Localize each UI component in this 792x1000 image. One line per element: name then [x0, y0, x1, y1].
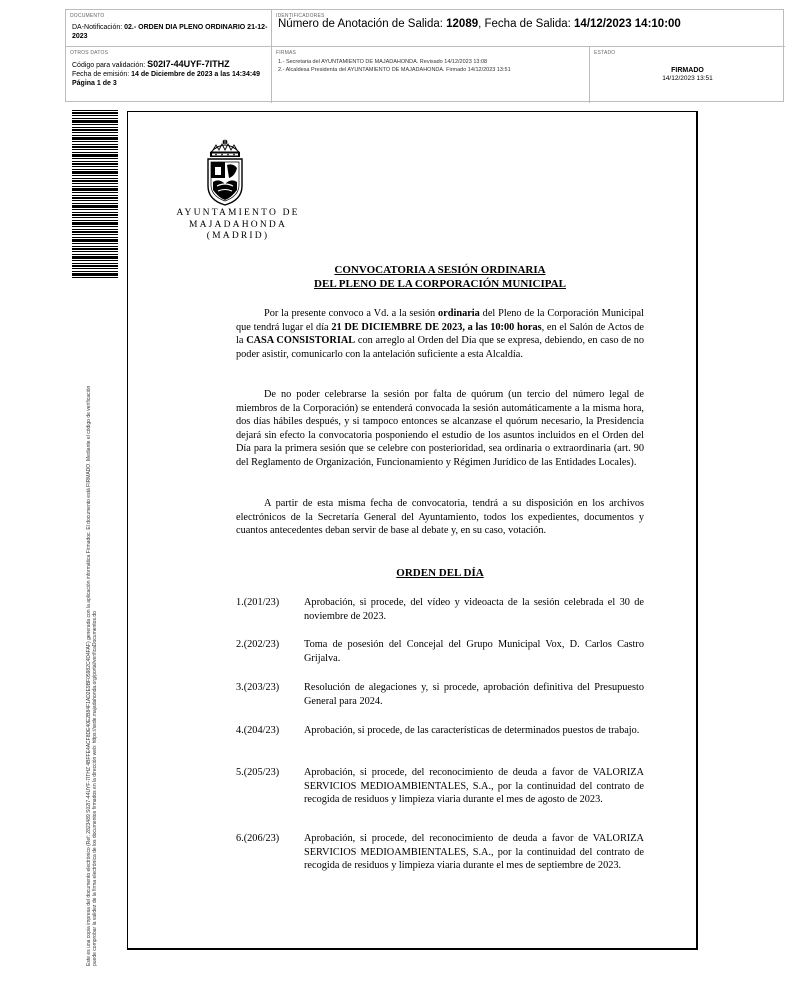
agenda-item: [236, 681, 644, 708]
other-data-cell: [66, 47, 272, 103]
verification-side-text: Este es una copia impresa del documento electrónico (Ref: 2823489 S02I7-44UYF-7ITHZ 4BFFE4ACF8DE40E2B84F1AD2E9BF05982C4D4FAF) generada con la aplicación informática Firmadoc. El documento está FIRMADO. Mediante el código de verificación puede comprobar la validez de la firma electrónica de los documentos firmados en la dirección web: https://sede.majadahonda.org/portal/verificaDocumentos.do: [86, 385, 99, 966]
status-cell: [590, 47, 785, 103]
page-number: Página 1 de 3: [72, 80, 117, 87]
coat-of-arms-icon: [203, 138, 247, 208]
entry-number: Número de Anotación de Salida: 12089, Fecha de Salida: 14/12/2023 14:10:00: [278, 18, 681, 30]
document-cell: [66, 10, 272, 47]
paragraph-documents: A partir de esta misma fecha de convocatoria, tendrá a su disposición en los archivos electrónicos de la Secretaría General del Ayuntamiento, todos los expedientes, documentos y cuantos antecedentes deban servir de base al debate y, en su caso, votación.: [236, 498, 644, 536]
letterhead-line: MAJADAHONDA: [188, 219, 288, 230]
emission-date: 14 de Diciembre de 2023 a las 14:34:49: [131, 71, 260, 78]
signer-list: [278, 59, 511, 74]
signatures-cell: [272, 47, 590, 103]
agenda-item-text: Aprobación, si procede, del reconocimiento de deuda a favor de VALORIZA SERVICIOS MEDIOAMBIENTALES, S.A., por la continuidad del contrato de recogida de residuos y limpieza viaria durante el mes de agosto de 2023.: [304, 767, 644, 805]
validation-info: Código para validación: S02I7-44UYF-7ITHZ Fecha de emisión: 14 de Diciembre de 2023 a las 14:34:49 Página 1 de 3: [72, 59, 260, 87]
otros-datos-label: OTROS DATOS: [70, 50, 109, 56]
paragraph-convocation: Por la presente convoco a Vd. a la sesión ordinaria del Pleno de la Corporación Municipal que tendrá lugar el día 21 DE DICIEMBRE DE 2023, a las 10:00 horas, en el Salón de Actos de la CASA CONSISTORIAL con arreglo al Orden del Día que se expresa, debiendo, en caso de no poder asistir, comunicarlo con la antelación suficiente a esta Alcaldía.: [236, 308, 645, 360]
agenda-item-number: 3.(203/23): [236, 682, 280, 693]
agenda-item-number: 1.(201/23): [236, 597, 280, 608]
document-header: [65, 9, 784, 102]
paragraph-quorum: De no poder celebrarse la sesión por falta de quórum (un tercio del número legal de miembros de la Corporación) se entenderá convocada la sesión automáticamente a la misma hora, dos días hábiles después, y si tampoco entonces se alcanzase el quórum necesario, la Presidencia dejará sin efecto la convocatoria posponiendo el estudio de los asuntos incluidos en el Orden del Día para la primera sesión que se celebre con posterioridad, sea ordinaria o extraordinaria (art. 90 del Reglamento de Organización, Funcionamiento y Régimen Jurídico de las Entidades Locales).: [236, 389, 644, 468]
signer-item: 2.- Alcaldesa Presidenta del AYUNTAMIENTO DE MAJADAHONDA. Firmado 14/12/2023 13:51: [278, 66, 511, 73]
signer-item: 1.- Secretaria del AYUNTAMIENTO DE MAJADAHONDA. Revisado 14/12/2023 13:08: [278, 59, 488, 65]
letterhead-line: AYUNTAMIENTO DE: [176, 208, 300, 218]
agenda-item-text: Aprobación, si procede, del vídeo y videoacta de la sesión celebrada el 30 de noviembre de 2023.: [304, 597, 644, 622]
estado-label: ESTADO: [594, 50, 616, 56]
status-date: 14/12/2023 13:51: [662, 75, 713, 82]
agenda-item: [236, 638, 644, 665]
letterhead: [170, 208, 306, 243]
agenda-item-number: 5.(205/23): [236, 767, 280, 778]
status-badge: FIRMADO 14/12/2023 13:51: [662, 67, 713, 82]
firmas-label: FIRMAS: [276, 50, 297, 56]
documento-label: DOCUMENTO: [70, 13, 105, 19]
agenda-item: [236, 596, 644, 623]
document-title: DA-Notificación: 02.- ORDEN DIA PLENO ORDINARIO 21-12-2023: [72, 24, 268, 40]
agenda-item-number: 6.(206/23): [236, 833, 280, 844]
agenda-item-number: 2.(202/23): [236, 639, 280, 650]
agenda-item-text: Aprobación, si procede, de las características de determinados puestos de trabajo.: [304, 725, 640, 736]
agenda-item-text: Resolución de alegaciones y, si procede, aprobación definitiva del Presupuesto General para 2024.: [304, 682, 644, 707]
agenda-item-text: Toma de posesión del Concejal del Grupo Municipal Vox, D. Carlos Castro Grijalva.: [304, 639, 644, 664]
identificadores-label: IDENTIFICADORES: [276, 13, 325, 19]
agenda-item: [236, 832, 644, 873]
barcode: [72, 110, 118, 278]
agenda-item: [236, 724, 644, 738]
letterhead-line: (MADRID): [206, 231, 270, 241]
validation-code: S02I7-44UYF-7ITHZ: [147, 59, 230, 69]
identifiers-cell: [272, 10, 785, 47]
agenda-title: ORDEN DEL DÍA: [396, 567, 484, 579]
document-heading: CONVOCATORIA A SESIÓN ORDINARIA DEL PLENO DE LA CORPORACIÓN MUNICIPAL: [314, 264, 566, 290]
agenda-item-text: Aprobación, si procede, del reconocimiento de deuda a favor de VALORIZA SERVICIOS MEDIOAMBIENTALES, S.A., por la continuidad del contrato de recogida de residuos y limpieza viaria durante el mes de septiembre de 2023.: [304, 833, 644, 871]
agenda-item: [236, 766, 644, 807]
agenda-item-number: 4.(204/23): [236, 725, 280, 736]
